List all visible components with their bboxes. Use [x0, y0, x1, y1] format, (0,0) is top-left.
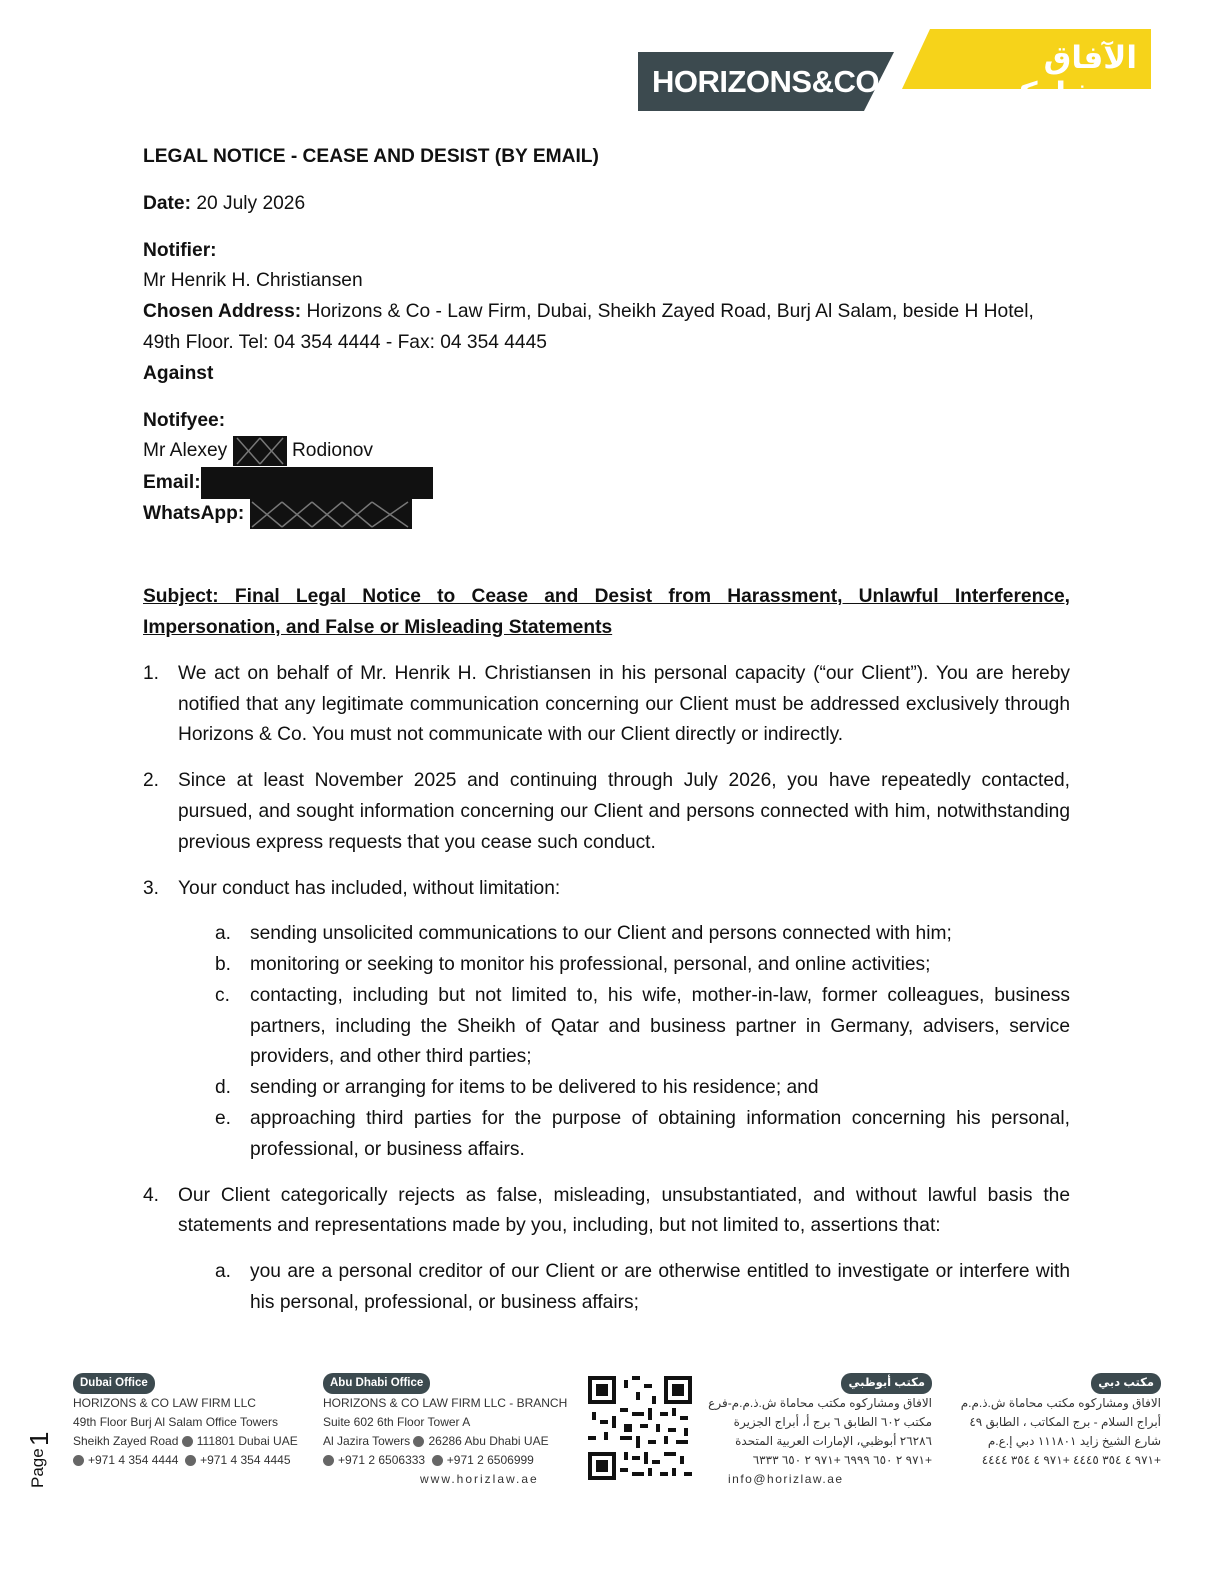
redacted-whatsapp: [250, 499, 412, 529]
footer-dubai-office: [73, 1373, 298, 1470]
dubai-street: Sheikh Zayed Road: [73, 1434, 179, 1448]
footer-ar-dubai-office: [955, 1373, 1161, 1470]
website-link[interactable]: www.horizlaw.ae: [420, 1472, 539, 1486]
chosen-address-value: Horizons & Co - Law Firm, Dubai, Sheikh Zayed Road, Burj Al Salam, beside H Hotel, 49th Floor. Tel: 04 354 4444 - Fax: 04 354 4445: [143, 301, 1034, 353]
item-text: you are a personal creditor of our Client or are otherwise entitled to investigate or interfere with his personal, professional, or business affairs;: [250, 1261, 1070, 1314]
horizons-logo-text: HORIZONS&CO: [652, 64, 879, 99]
abudhabi-fax: +971 2 6506999: [446, 1453, 534, 1467]
abudhabi-line-2: Suite 602 6th Floor Tower A: [323, 1415, 471, 1429]
numbered-paragraphs: [143, 659, 1070, 1319]
ar-abudhabi-contact: +٩٧١ ٢ ٦٥٠ ٦٩٩٩ +٩٧١ ٢ ٦٥٠ ٦٣٣٣: [752, 1453, 932, 1467]
notifyee-last-name: Rodionov: [291, 440, 374, 462]
paragraph-text: Our Client categorically rejects as false, misleading, unsubstantiated, and without lawful basis the statements and representations made by you, including, but not limited to, assertions that:: [178, 1184, 1070, 1237]
abudhabi-line-3: [323, 1432, 567, 1451]
fax-icon: [185, 1455, 196, 1466]
notifier-name: Mr Henrik H. Christiansen: [143, 270, 363, 292]
dubai-fax: +971 4 354 4445: [200, 1453, 291, 1467]
conduct-item: [143, 950, 1070, 981]
conduct-item: [143, 981, 1070, 1073]
po-box-icon: [182, 1436, 193, 1447]
dubai-office-badge: Dubai Office: [73, 1373, 155, 1394]
email-line: [143, 467, 1070, 499]
ar-abudhabi-badge: مكتب أبوظبي: [841, 1373, 932, 1394]
notice-body: [143, 142, 1070, 1334]
redacted-email: [201, 467, 433, 499]
assertion-item: [143, 1257, 1070, 1319]
abudhabi-contact: [323, 1451, 567, 1470]
item-text: monitoring or seeking to monitor his professional, personal, and online activities;: [250, 954, 931, 976]
email-label: Email:: [143, 472, 201, 494]
ar-abudhabi-line-3: ٢٦٢٨٦ أبوظبي، الإمارات العربية المتحدة: [735, 1434, 932, 1448]
letterhead-footer: [0, 1370, 1224, 1490]
item-text: approaching third parties for the purpose of obtaining information concerning his personal, professional, or business affairs.: [250, 1108, 1070, 1160]
phone-icon: [73, 1455, 84, 1466]
qr-code-icon: [588, 1376, 692, 1480]
item-letter: b.: [215, 954, 232, 976]
item-letter: a.: [215, 923, 232, 945]
dubai-phone: +971 4 354 4444: [88, 1453, 179, 1467]
assertion-list: [143, 1257, 1070, 1319]
whatsapp-line: [143, 499, 1070, 530]
chosen-address: [143, 297, 1070, 359]
date-line: [143, 189, 1070, 220]
ar-dubai-badge: مكتب دبي: [1091, 1373, 1161, 1394]
item-letter: a.: [215, 1261, 232, 1283]
redacted-middle-name: [233, 436, 287, 466]
phone-icon: [323, 1455, 334, 1466]
date-value: 20 July 2026: [190, 192, 306, 214]
paragraph-number: 1.: [143, 662, 160, 684]
conduct-item: [143, 919, 1070, 950]
against-label: Against: [143, 362, 214, 384]
po-box-icon: [413, 1436, 424, 1447]
redaction-cross-icon: [250, 499, 412, 529]
conduct-item: [143, 1104, 1070, 1166]
ar-dubai-contact: +٩٧١ ٤ ٣٥٤ ٤٤٤٥ +٩٧١ ٤ ٣٥٤ ٤٤٤٤: [981, 1453, 1161, 1467]
chosen-address-label: Chosen Address:: [143, 301, 302, 323]
paragraph-3: [143, 874, 1070, 1166]
whatsapp-label: WhatsApp:: [143, 503, 245, 525]
page-number-label: [10, 1428, 60, 1490]
paragraph-2: [143, 766, 1070, 858]
item-text: sending or arranging for items to be delivered to his residence; and: [250, 1077, 819, 1099]
ar-abudhabi-line-2: مكتب ٦٠٢ الطابق ٦ برج أ، أبراج الجزيرة: [733, 1415, 932, 1429]
paragraph-text: Since at least November 2025 and continuing through July 2026, you have repeatedly contacted, pursued, and sought information concerning our Client and persons connected with him, notwithstanding previous express requests that you cease such conduct.: [178, 770, 1070, 853]
notifier-label: Notifier:: [143, 239, 217, 261]
redaction-cross-icon: [233, 436, 287, 466]
paragraph-text: Your conduct has included, without limitation:: [178, 877, 561, 899]
ar-dubai-line-1: الافاق ومشاركوه مكتب محاماة ش.ذ.م.م: [960, 1396, 1161, 1410]
ar-abudhabi-line-1: الافاق ومشاركوه مكتب محاماة ش.ذ.م.م-فرع: [708, 1396, 932, 1410]
dubai-contact: [73, 1451, 298, 1470]
subject-line: Subject: Final Legal Notice to Cease and Desist from Harassment, Unlawful Interference, Impersonation, and False or Misleading Statements: [143, 586, 1070, 638]
notifyee-label: Notifyee:: [143, 409, 226, 431]
notice-title: LEGAL NOTICE - CEASE AND DESIST (BY EMAIL): [143, 146, 599, 167]
ar-dubai-line-3: شارع الشيخ زايد ١١١٨٠١ دبي إ.ع.م: [987, 1434, 1161, 1448]
notifyee-first-name: Mr Alexey: [143, 440, 228, 462]
abudhabi-street: Al Jazira Towers: [323, 1434, 411, 1448]
conduct-item: [143, 1073, 1070, 1104]
item-text: sending unsolicited communications to our Client and persons connected with him;: [250, 923, 952, 945]
item-letter: c.: [215, 984, 230, 1006]
dubai-po-box: 111801 Dubai UAE: [196, 1434, 298, 1448]
paragraph-number: 3.: [143, 877, 160, 899]
paragraph-number: 4.: [143, 1184, 160, 1206]
item-letter: e.: [215, 1108, 232, 1130]
arabic-logo-text: الآفاق ومشاركوه: [981, 40, 1137, 111]
conduct-list: [143, 919, 1070, 1165]
paragraph-4: [143, 1181, 1070, 1319]
fax-icon: [432, 1455, 443, 1466]
abudhabi-po-box: 26286 Abu Dhabi UAE: [428, 1434, 549, 1448]
notifyee-name: [143, 436, 1070, 467]
dubai-line-2: 49th Floor Burj Al Salam Office Towers: [73, 1415, 278, 1429]
paragraph-text: We act on behalf of Mr. Henrik H. Christiansen in his personal capacity (“our Client”). You are hereby notified that any legitimate communication concerning our Client must be addressed exclusively through Horizons & Co. You must not communicate with our Client directly or indirectly.: [178, 662, 1070, 746]
dubai-line-3: [73, 1432, 298, 1451]
ar-dubai-line-2: أبراج السلام - برج المكاتب ، الطابق ٤٩: [969, 1415, 1161, 1429]
email-link[interactable]: info@horizlaw.ae: [728, 1472, 844, 1486]
abudhabi-line-1: HORIZONS & CO LAW FIRM LLC - BRANCH: [323, 1396, 568, 1410]
date-label: Date:: [143, 192, 191, 214]
item-letter: d.: [215, 1077, 232, 1099]
paragraph-number: 2.: [143, 770, 160, 792]
dubai-line-1: HORIZONS & CO LAW FIRM LLC: [73, 1396, 256, 1410]
abudhabi-office-badge: Abu Dhabi Office: [323, 1373, 430, 1394]
page-word: Page: [28, 1448, 47, 1488]
footer-abudhabi-office: [323, 1373, 567, 1489]
page-number: 1: [24, 1431, 54, 1446]
abudhabi-phone: +971 2 6506333: [338, 1453, 426, 1467]
footer-ar-abudhabi-office: [708, 1373, 932, 1489]
paragraph-1: [143, 659, 1070, 751]
item-text: contacting, including but not limited to, his wife, mother-in-law, former colleagues, business partners, including the Sheikh of Qatar and business partner in Germany, advisers, service providers, and other third parties;: [250, 984, 1070, 1068]
